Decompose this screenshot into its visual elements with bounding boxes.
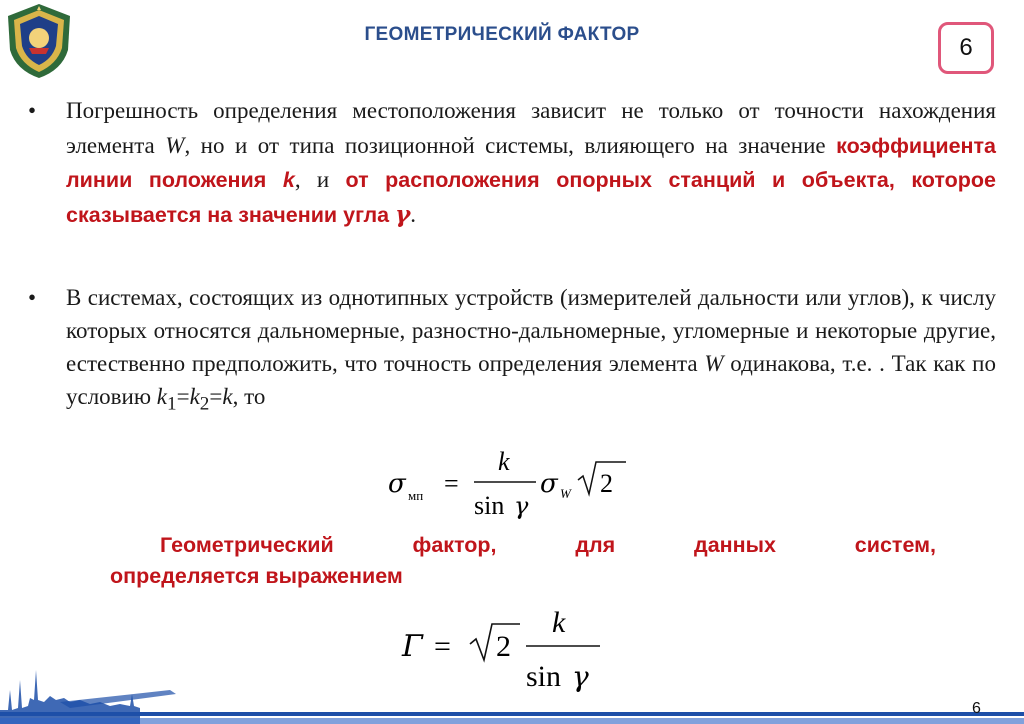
page-number: 6 [972,700,981,717]
gamma-symbol: γ [395,200,411,228]
text-run: , и [294,167,346,192]
sigma-symbol: σ [540,469,558,499]
variable-k: k [282,168,295,192]
word: систем, [854,533,936,557]
subscript-w: W [560,486,571,501]
sigma-symbol: σ [388,469,406,499]
footer-band [0,718,1024,724]
equals-sign: = [444,469,459,498]
equals-sign: = [176,384,190,409]
denominator-sin: sin [474,491,505,520]
word: Геометрический [160,533,334,557]
subscript-mp: мп [408,488,424,503]
slide-number-badge: 6 [938,22,994,74]
text-run: , но и от типа позиционной системы, влияющего на значение [184,132,837,158]
word: фактор, [412,533,497,557]
slide-title: ГЕОМЕТРИЧЕСКИЙ ФАКТОР [364,24,640,45]
equals-sign: = [209,384,223,409]
footer-line [0,712,1024,716]
variable-w: W [165,132,185,158]
text-run: Погрешность определения местоположения зависит не только от точности нахождения элемента [66,98,996,158]
denominator-gamma: γ [514,492,529,520]
bullet-2-text [66,281,996,421]
bullet-1-text [66,94,996,232]
statement-line-1 [110,533,936,558]
formula-sigma-mp [386,448,636,524]
geometric-factor-statement [110,533,936,589]
highlight-stations: от расположения опорных станций и объекта, которое сказывается на значении угла [66,168,997,227]
word: данных [694,533,776,557]
denominator-sin: sin [526,660,562,693]
variable-k: k [222,384,233,409]
text-run: одинакова, т.е. . Так как по условию [66,351,996,409]
text-run: В системах, состоящих из однотипных устройств (измерителей дальности или углов), к числу которых относятся дальномерные, разностно-дальномерные, угломерные и некоторые другие, естественно предположить, что точность определения элемента [66,285,996,376]
subscript-2: 2 [199,393,210,415]
gamma-capital: Γ [402,629,423,664]
text-run: , то [232,384,266,409]
variable-k1: k [156,384,168,409]
denominator-gamma: γ [572,660,589,693]
numerator-k: k [498,448,510,476]
variable-k2: k [189,384,200,409]
bullet-marker: • [28,98,37,123]
equals-sign: = [434,630,451,663]
bullet-marker: • [28,285,37,310]
subscript-1: 1 [167,393,177,415]
footer-skyline-decoration [0,650,1024,724]
highlight-coefficient: коэффициента линии положения [66,133,996,192]
word: для [575,533,616,557]
radicand-2: 2 [496,630,511,663]
radicand-2: 2 [600,469,613,498]
numerator-k: k [552,606,566,639]
statement-line-2: определяется выражением [110,564,403,588]
text-run: . [410,201,417,227]
variable-w: W [704,351,724,376]
